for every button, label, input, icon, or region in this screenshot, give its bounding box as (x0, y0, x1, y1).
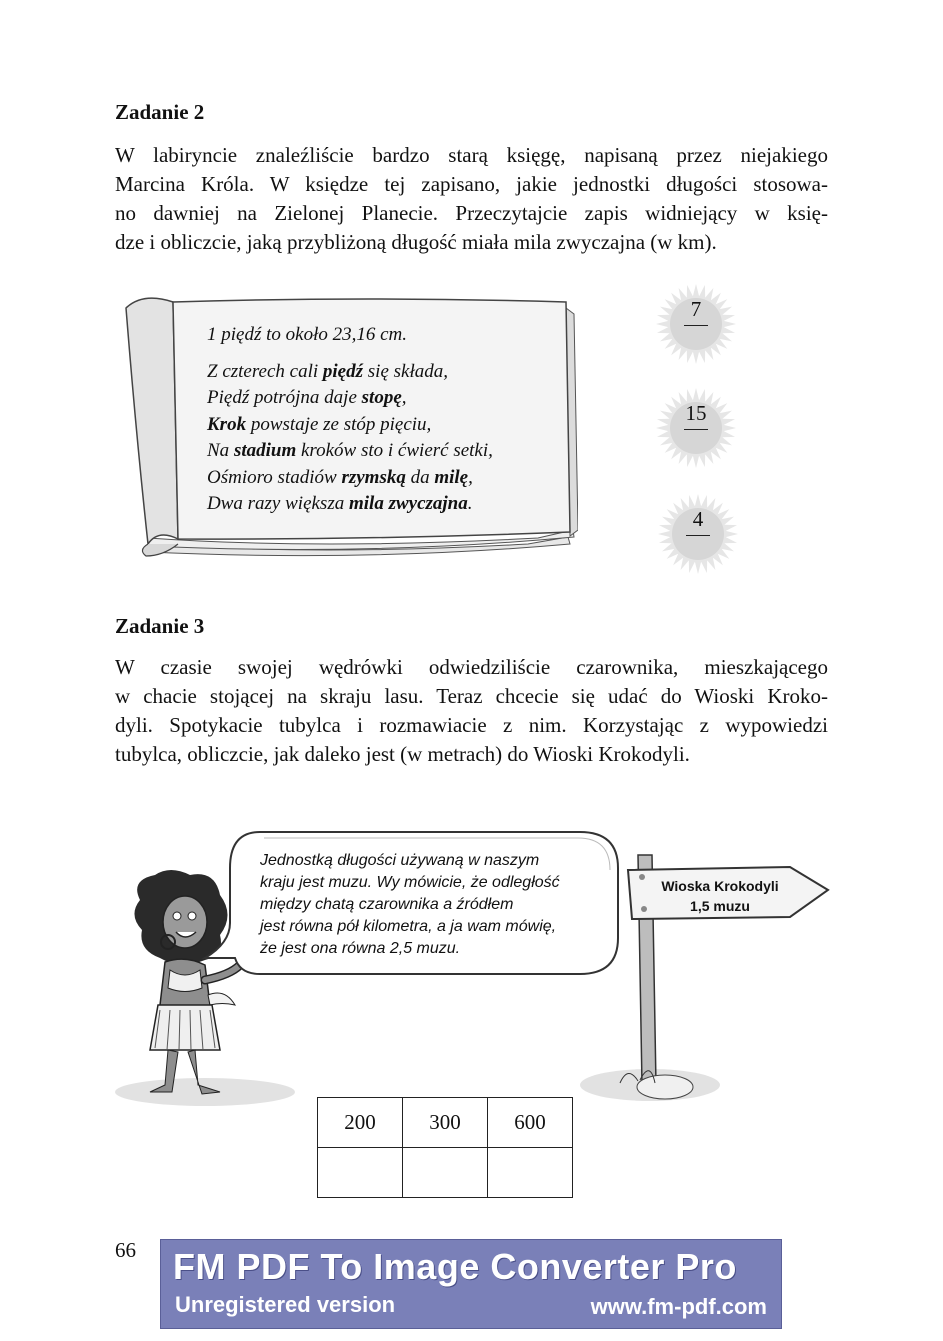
task3-heading: Zadanie 3 (115, 614, 205, 638)
answer-star (655, 387, 737, 469)
page-number: 66 (115, 1238, 136, 1262)
task2-heading: Zadanie 2 (115, 100, 205, 124)
answer-cell (403, 1148, 488, 1198)
task2-line: dze i obliczcie, jaką przybliżoną długość miała mila zwyczajna (w km). (115, 230, 717, 254)
task3-text (115, 653, 828, 769)
speech-line: jest równa pół kilometra, a ja wam mówię, (260, 918, 557, 935)
answer-star (657, 493, 739, 575)
answer-star (655, 283, 737, 365)
speech-line: między chatą czarownika a źródłem (260, 896, 514, 913)
book-poem (207, 322, 567, 518)
poem-line: Dwa razy większa mila zwyczajna. (207, 493, 473, 514)
task3-line: w chacie stojącej na skraju lasu. Teraz chcecie się udać do Wioski Kroko- (115, 684, 828, 708)
poem-line: Na stadium kroków sto i ćwierć setki, (207, 440, 493, 461)
star-underline (686, 535, 710, 536)
task2-line: Marcina Króla. W księdze tej zapisano, jakie jednostki długości stosowa- (115, 172, 828, 196)
star-number: 4 (692, 507, 704, 531)
answer-cell (488, 1148, 573, 1198)
task3-line: tubylca, obliczcie, jak daleko jest (w metrach) do Wioski Krokodyli. (115, 742, 690, 766)
answer-option: 200 (318, 1098, 403, 1148)
watermark-banner (160, 1239, 782, 1329)
watermark-subtitle: Unregistered version (175, 1292, 396, 1317)
poem-line: Z czterech cali piędź się składa, (207, 360, 448, 382)
task2-text (115, 141, 828, 257)
task3-line: W czasie swojej wędrówki odwiedziliście czarownika, mieszkającego (115, 655, 828, 679)
poem-first-line: 1 piędź to około 23,16 cm. (207, 324, 408, 345)
answer-cell (318, 1148, 403, 1198)
speech-text (260, 850, 620, 960)
task2-line: no dawniej na Zielonej Planecie. Przeczytajcie zapis widniejący w księ- (115, 201, 828, 225)
star-number: 7 (690, 297, 702, 321)
speech-line: Jednostką długości używaną w naszym (260, 852, 540, 869)
sign-text (640, 876, 800, 916)
table-row (318, 1148, 573, 1198)
star-underline (684, 325, 708, 326)
task2-line: W labiryncie znaleźliście bardzo starą księgę, napisaną przez niejakiego (115, 143, 828, 167)
table-row (318, 1098, 573, 1148)
sign-distance: 1,5 muzu (690, 898, 750, 914)
star-underline (684, 429, 708, 430)
answer-option: 600 (488, 1098, 573, 1148)
speech-line: kraju jest muzu. Wy mówicie, że odległość (260, 874, 560, 891)
sign-destination: Wioska Krokodyli (661, 878, 779, 894)
answer-table (317, 1097, 573, 1198)
poem-line: Piędź potrójna daje stopę, (207, 387, 407, 408)
speech-line: że jest ona równa 2,5 muzu. (260, 940, 461, 957)
watermark-title: FM PDF To Image Converter Pro (173, 1246, 737, 1287)
poem-line: Ośmioro stadiów rzymską da milę, (207, 466, 473, 488)
poem-line: Krok powstaje ze stóp pięciu, (207, 413, 432, 435)
answer-option: 300 (403, 1098, 488, 1148)
star-number: 15 (685, 401, 707, 425)
task3-line: dyli. Spotykacie tubylca i rozmawiacie z nim. Korzystając z wypowiedzi (115, 713, 828, 737)
watermark-url: www.fm-pdf.com (590, 1294, 767, 1319)
